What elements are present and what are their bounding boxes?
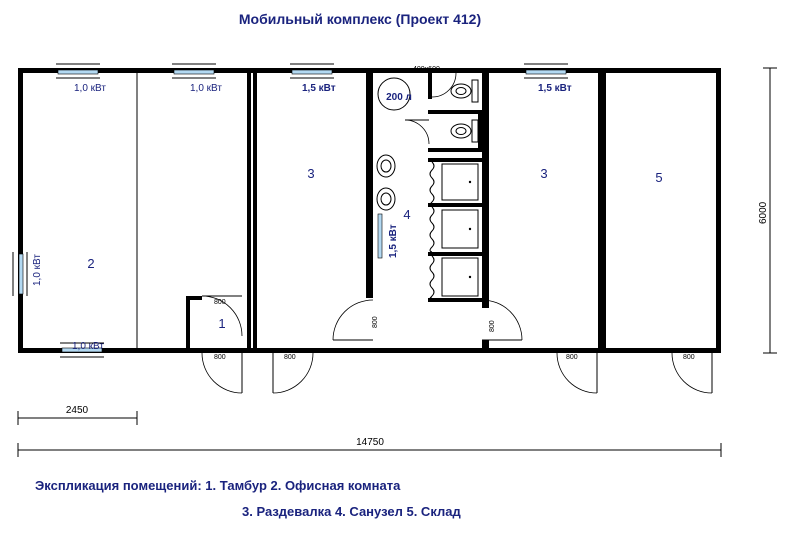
heater-4-label: 1,5 кВт: [538, 83, 572, 94]
doors: [202, 66, 712, 393]
room-numbers: [87, 166, 662, 331]
heater-6-label: 1,0 кВт: [72, 341, 104, 352]
sinks: [377, 155, 395, 210]
svg-text:800: 800: [566, 354, 578, 361]
dim-total-width: 14750: [356, 437, 384, 448]
heater-5: [13, 252, 27, 296]
svg-text:800: 800: [214, 354, 226, 361]
heater-4: [524, 64, 568, 78]
heater-1: [56, 64, 100, 78]
shower-stalls: [430, 162, 478, 299]
heater-3: [290, 64, 334, 78]
plan-title: Мобильный комплекс (Проект 412): [238, 11, 482, 27]
boiler-label: 200 л: [386, 92, 412, 103]
dimensions: [18, 68, 777, 457]
heater-7: [378, 214, 382, 258]
heater-2: [172, 64, 216, 78]
room-3b-number: 3: [540, 166, 548, 181]
heater-5-label: 1,0 кВт: [32, 254, 43, 286]
svg-text:800: 800: [489, 320, 496, 332]
heater-1-label: 1,0 кВт: [74, 83, 106, 94]
legend-line-1: Экспликация помещений: 1. Тамбур 2. Офисная комната: [35, 478, 401, 493]
room-4-number: 4: [403, 207, 411, 222]
svg-text:400x600: 400x600: [413, 66, 440, 73]
heater-2-label: 1,0 кВт: [190, 83, 222, 94]
interior-walls: [137, 68, 606, 353]
dim-module: 2450: [65, 405, 89, 416]
heater-7-label: 1,5 кВт: [388, 224, 399, 258]
svg-text:800: 800: [214, 299, 226, 306]
room-2-number: 2: [87, 256, 95, 271]
water-boiler: [378, 78, 412, 110]
dim-height: 6000: [758, 201, 769, 224]
svg-text:800: 800: [683, 354, 695, 361]
room-5-number: 5: [655, 170, 663, 185]
heater-3-label: 1,5 кВт: [302, 83, 336, 94]
room-1-number: 1: [218, 316, 226, 331]
room-3a-number: 3: [307, 166, 315, 181]
svg-text:800: 800: [284, 354, 296, 361]
svg-text:800: 800: [372, 316, 379, 328]
legend-line-2: 3. Раздевалка 4. Санузел 5. Склад: [242, 504, 461, 519]
